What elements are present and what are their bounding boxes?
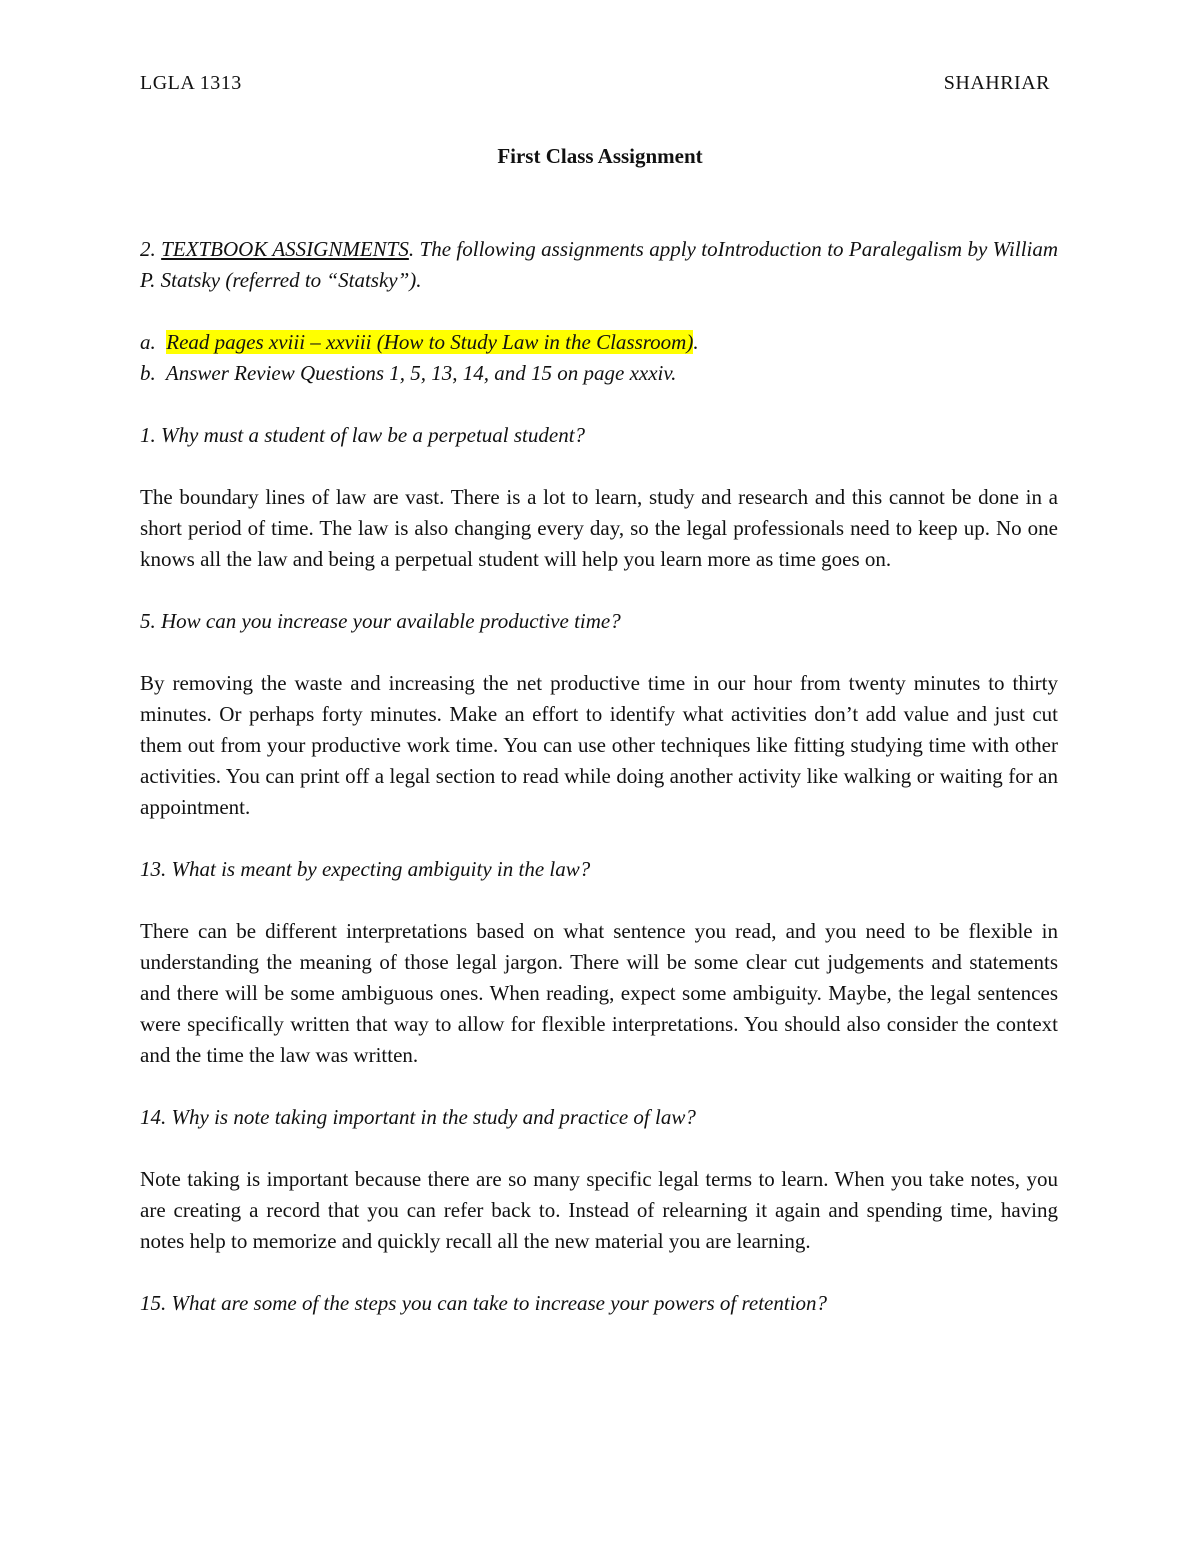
task-letter: b.: [140, 361, 156, 385]
task-list: [140, 327, 1058, 389]
header-course: LGLA 1313: [140, 72, 242, 94]
question-14: 14. Why is note taking important in the study and practice of law?: [140, 1105, 696, 1129]
answer-5: By removing the waste and increasing the net productive time in our hour from twenty minutes to thirty minutes. Or perhaps forty minutes. Make an effort to identify what activities don’t add value and just cut them out from your productive work time. You can use other techniques like fitting studying time with other activities. You can print off a legal section to read while doing another activity like walking or waiting for an appointment.: [140, 671, 1058, 819]
document-body: [140, 234, 1058, 1350]
question-5: 5. How can you increase your available productive time?: [140, 609, 621, 633]
answer-14: Note taking is important because there are so many specific legal terms to learn. When you take notes, you are creating a record that you can refer back to. Instead of relearning it again and spending time, having notes help to memorize and quickly recall all the new material you are learning.: [140, 1167, 1058, 1253]
question-15: 15. What are some of the steps you can take to increase your powers of retention?: [140, 1291, 828, 1315]
task-letter: a.: [140, 330, 156, 354]
task-item-a: [140, 327, 1058, 358]
question-13: 13. What is meant by expecting ambiguity in the law?: [140, 857, 591, 881]
question-1: 1. Why must a student of law be a perpetual student?: [140, 423, 586, 447]
intro-heading: TEXTBOOK ASSIGNMENTS: [161, 237, 409, 261]
task-tail: .: [693, 330, 699, 354]
task-text-highlighted: Read pages xviii – xxviii (How to Study Law in the Classroom): [166, 330, 694, 354]
intro-text: The following assignments apply toIntroduction to Paralegalism by William P. Statsky (referred to “Statsky”).: [140, 237, 1059, 292]
task-text: Answer Review Questions 1, 5, 13, 14, and 15 on page xxxiv.: [165, 361, 677, 385]
intro-number: 2.: [140, 237, 156, 261]
page-title: First Class Assignment: [497, 144, 703, 168]
answer-1: The boundary lines of law are vast. There is a lot to learn, study and research and this cannot be done in a short period of time. The law is also changing every day, so the legal professionals need to keep up. No one knows all the law and being a perpetual student will help you learn more as time goes on.: [140, 485, 1058, 571]
header-author: SHAHRIAR: [943, 72, 1050, 94]
intro-paragraph: 2. TEXTBOOK ASSIGNMENTS. The following assignments apply toIntroduction to Paralegalism by William P. Statsky (referred to “Statsky”).: [140, 237, 1059, 292]
answer-13: There can be different interpretations based on what sentence you read, and you need to be flexible in understanding the meaning of those legal jargon. There will be some clear cut judgements and statements and there will be some ambiguous ones. When reading, expect some ambiguity. Maybe, the legal sentences were specifically written that way to allow for flexible interpretations. You should also consider the context and the time the law was written.: [140, 919, 1058, 1067]
task-item-b: [140, 358, 1058, 389]
